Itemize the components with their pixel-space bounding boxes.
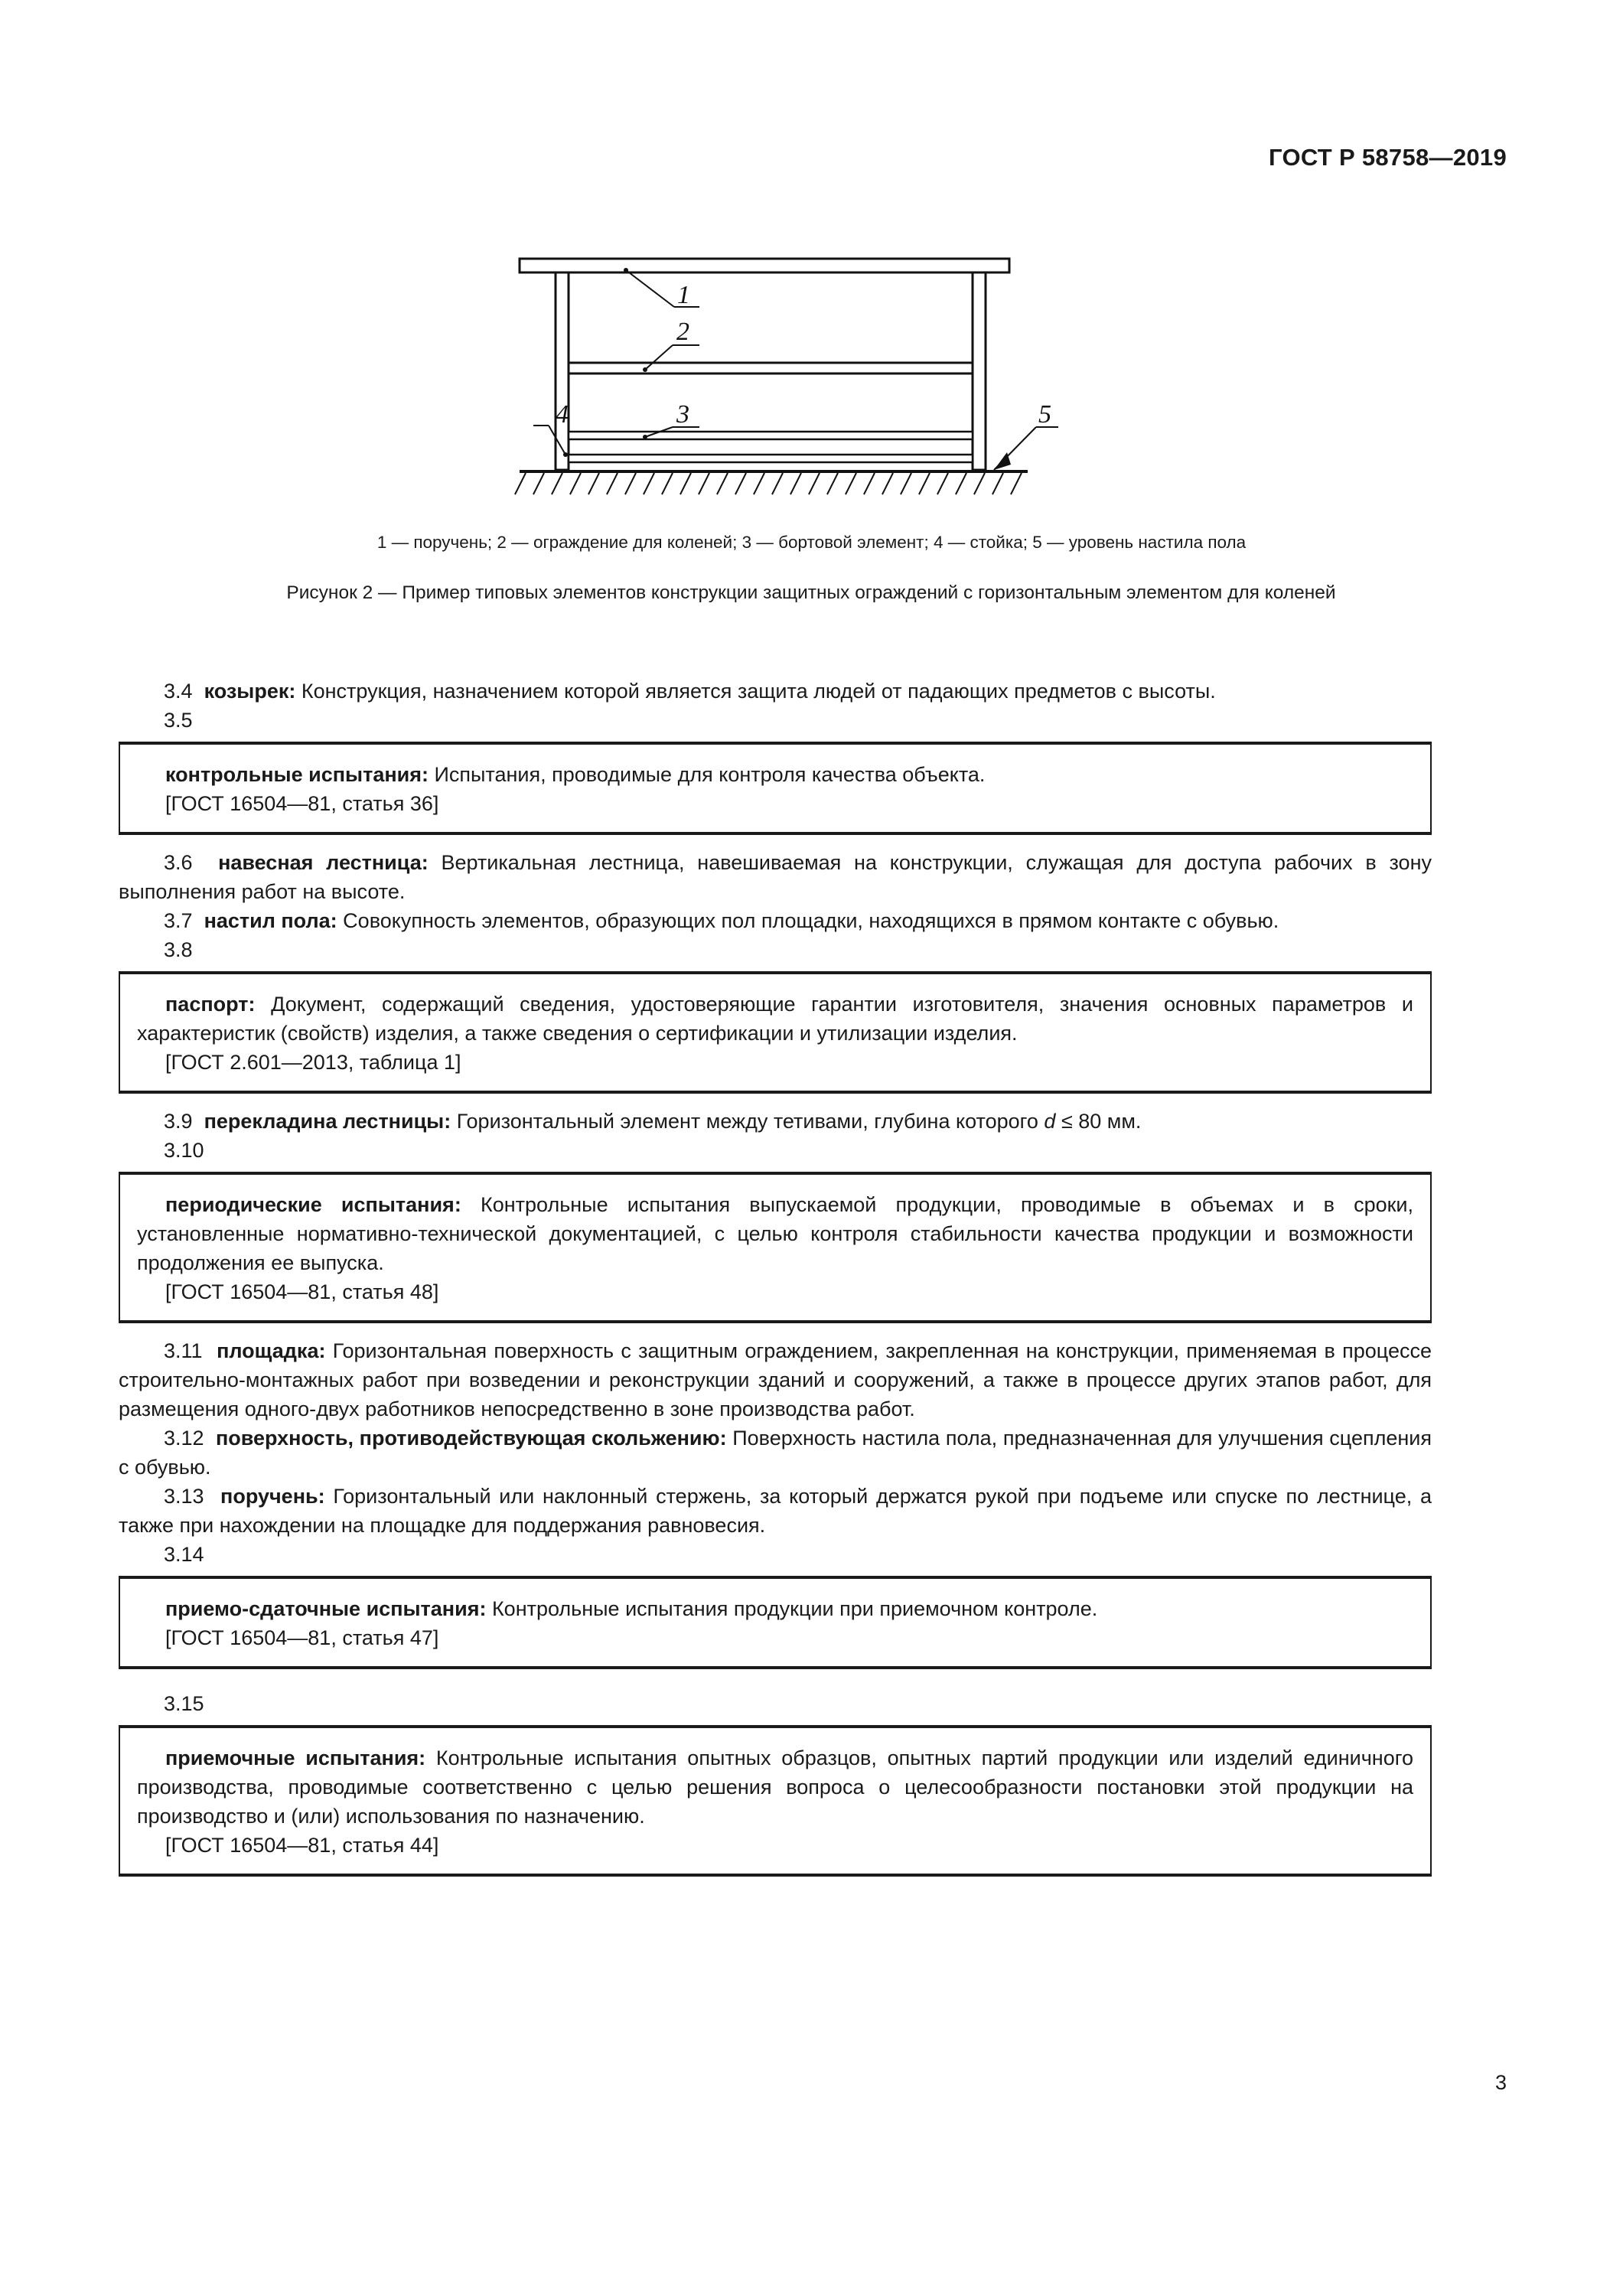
definition-3-14-line [137,1594,1413,1623]
figure-legend [0,531,1623,554]
definition-3-5-body: Испытания, проводимые для контроля качества объекта. [429,763,986,786]
definition-box-3-15 [119,1725,1432,1877]
clause-3-7-number: 3.7 [164,909,193,932]
definition-3-15-source: [ГОСТ 16504—81, статья 44] [165,1834,439,1857]
clause-3-4 [119,677,1432,706]
definition-3-5-term: контрольные испытания: [165,763,429,786]
definition-3-5-line [137,760,1413,789]
definition-box-3-10 [119,1172,1432,1323]
figure-2 [0,249,1623,502]
clause-3-11 [119,1336,1432,1424]
clause-3-9-symbol: d [1044,1110,1056,1133]
clause-3-15-number: 3.15 [164,1692,204,1715]
clause-3-7-term: настил пола: [204,909,337,932]
clause-3-6-body: Вертикальная лестница, навешиваемая на конструкции, служащая для доступа рабочих в зону выполнения работ на высоте. [119,851,1432,903]
clause-3-14-number: 3.14 [164,1543,204,1566]
floor-hatching [515,473,1022,494]
definition-3-10-line [137,1190,1413,1277]
clause-3-13-term: поручень: [220,1485,325,1508]
toe-board-upper [569,432,973,439]
clause-3-6 [119,848,1432,906]
callout-number-4: 4 [555,400,569,429]
clause-3-11-body: Горизонтальная поверхность с защитным ограждением, закрепленная на конструкции, применяемая в процессе строительно-монтажных работ при возведении и реконструкции зданий и сооружений, а также в процессе других этапов работ, для размещения одного-двух работников непосредственно в зоне производства работ. [119,1339,1432,1420]
clause-3-5-number: 3.5 [164,709,193,732]
clause-3-13-number: 3.13 [164,1485,204,1508]
definition-3-10-body: Контрольные испытания выпускаемой продукции, проводимые в объемах и в сроки, установленные нормативно-технической документацией, с целью контроля стабильности качества продукции и возможности продолжения ее выпуска. [137,1193,1414,1274]
clause-3-12-body: Поверхность настила пола, предназначенная для улучшения сцепления с обувью. [119,1427,1432,1479]
definition-3-15-body: Контрольные испытания опытных образцов, опытных партий продукции или изделий единичного производства, проводимые соответственно с целью решения вопроса о целесообразности постановки этой продукции на производство и (или) использования по назначению. [137,1746,1413,1828]
definition-3-14-source: [ГОСТ 16504—81, статья 47] [165,1626,439,1649]
definition-3-10-source: [ГОСТ 16504—81, статья 48] [165,1280,439,1303]
clause-3-9-number: 3.9 [164,1110,193,1133]
page-header-standard-id: ГОСТ Р 58758—2019 [1269,144,1507,171]
clause-3-7 [119,906,1432,935]
definition-box-3-14 [119,1576,1432,1669]
clause-3-9-body: Горизонтальный элемент между тетивами, глубина которого [451,1110,1045,1133]
clause-3-13 [119,1482,1432,1540]
figure-caption: Рисунок 2 — Пример типовых элементов конструкции защитных ограждений с горизонтальным элементом для коленей [286,582,1336,603]
guardrail-diagram [513,249,1110,502]
page-number: 3 [1494,2071,1507,2094]
definition-3-10-term: периодические испытания: [165,1193,461,1216]
clause-3-9-body2: ≤ 80 мм. [1055,1110,1142,1133]
clause-3-4-body: Конструкция, назначением которой является защита людей от падающих предметов с высоты. [295,680,1216,703]
clause-3-4-number: 3.4 [164,680,193,703]
definition-3-8-source: [ГОСТ 2.601—2013, таблица 1] [165,1051,461,1074]
clause-3-4-term: козырек: [204,680,296,703]
clause-3-7-body: Совокупность элементов, образующих пол площадки, находящихся в прямом контакте с обувью. [337,909,1279,932]
clause-3-11-term: площадка: [217,1339,326,1362]
handrail-bar [520,259,1009,272]
clause-3-9-term: перекладина лестницы: [204,1110,451,1133]
definition-3-15-term: приемочные испытания: [165,1746,426,1769]
document-body [119,677,1432,1877]
toe-board-lower [569,455,973,462]
clause-3-6-term: навесная лестница: [218,851,429,874]
definition-3-14-body: Контрольные испытания продукции при приемочном контроле. [486,1597,1098,1620]
callout-number-1: 1 [676,281,690,309]
definition-3-8-term: паспорт: [165,993,256,1016]
definition-box-3-5 [119,742,1432,835]
definition-3-8-line [137,990,1413,1048]
definition-3-5-source: [ГОСТ 16504—81, статья 36] [165,792,439,815]
clause-3-12 [119,1424,1432,1482]
knee-rail [569,363,973,373]
callout-number-2: 2 [676,318,689,346]
definition-3-14-term: приемо-сдаточные испытания: [165,1597,487,1620]
clause-3-10-number: 3.10 [164,1139,204,1162]
clause-3-9 [119,1107,1432,1136]
clause-3-8-number: 3.8 [164,938,193,961]
clause-3-11-number: 3.11 [164,1339,203,1362]
figure-legend-text: 1 — поручень; 2 — ограждение для коленей; 3 — бортовой элемент; 4 — стойка; 5 — уровень настила пола [376,533,1247,552]
clause-3-13-body: Горизонтальный или наклонный стержень, за который держатся рукой при подъеме или спуске по лестнице, а также при нахождении на площадке для поддержания равновесия. [119,1485,1432,1537]
definition-3-8-body: Документ, содержащий сведения, удостоверяющие гарантии изготовителя, значения основных параметров и характеристик (свойств) изделия, а также сведения о сертификации и утилизации изделия. [137,993,1413,1045]
clause-3-12-term: поверхность, противодействующая скольжению: [215,1427,727,1450]
callout-number-5: 5 [1038,400,1051,429]
clause-3-6-number: 3.6 [164,851,193,874]
right-post [973,272,986,470]
definition-box-3-8 [119,971,1432,1094]
definition-3-15-line [137,1743,1413,1831]
callout-number-3: 3 [676,400,689,429]
clause-3-12-number: 3.12 [164,1427,204,1450]
